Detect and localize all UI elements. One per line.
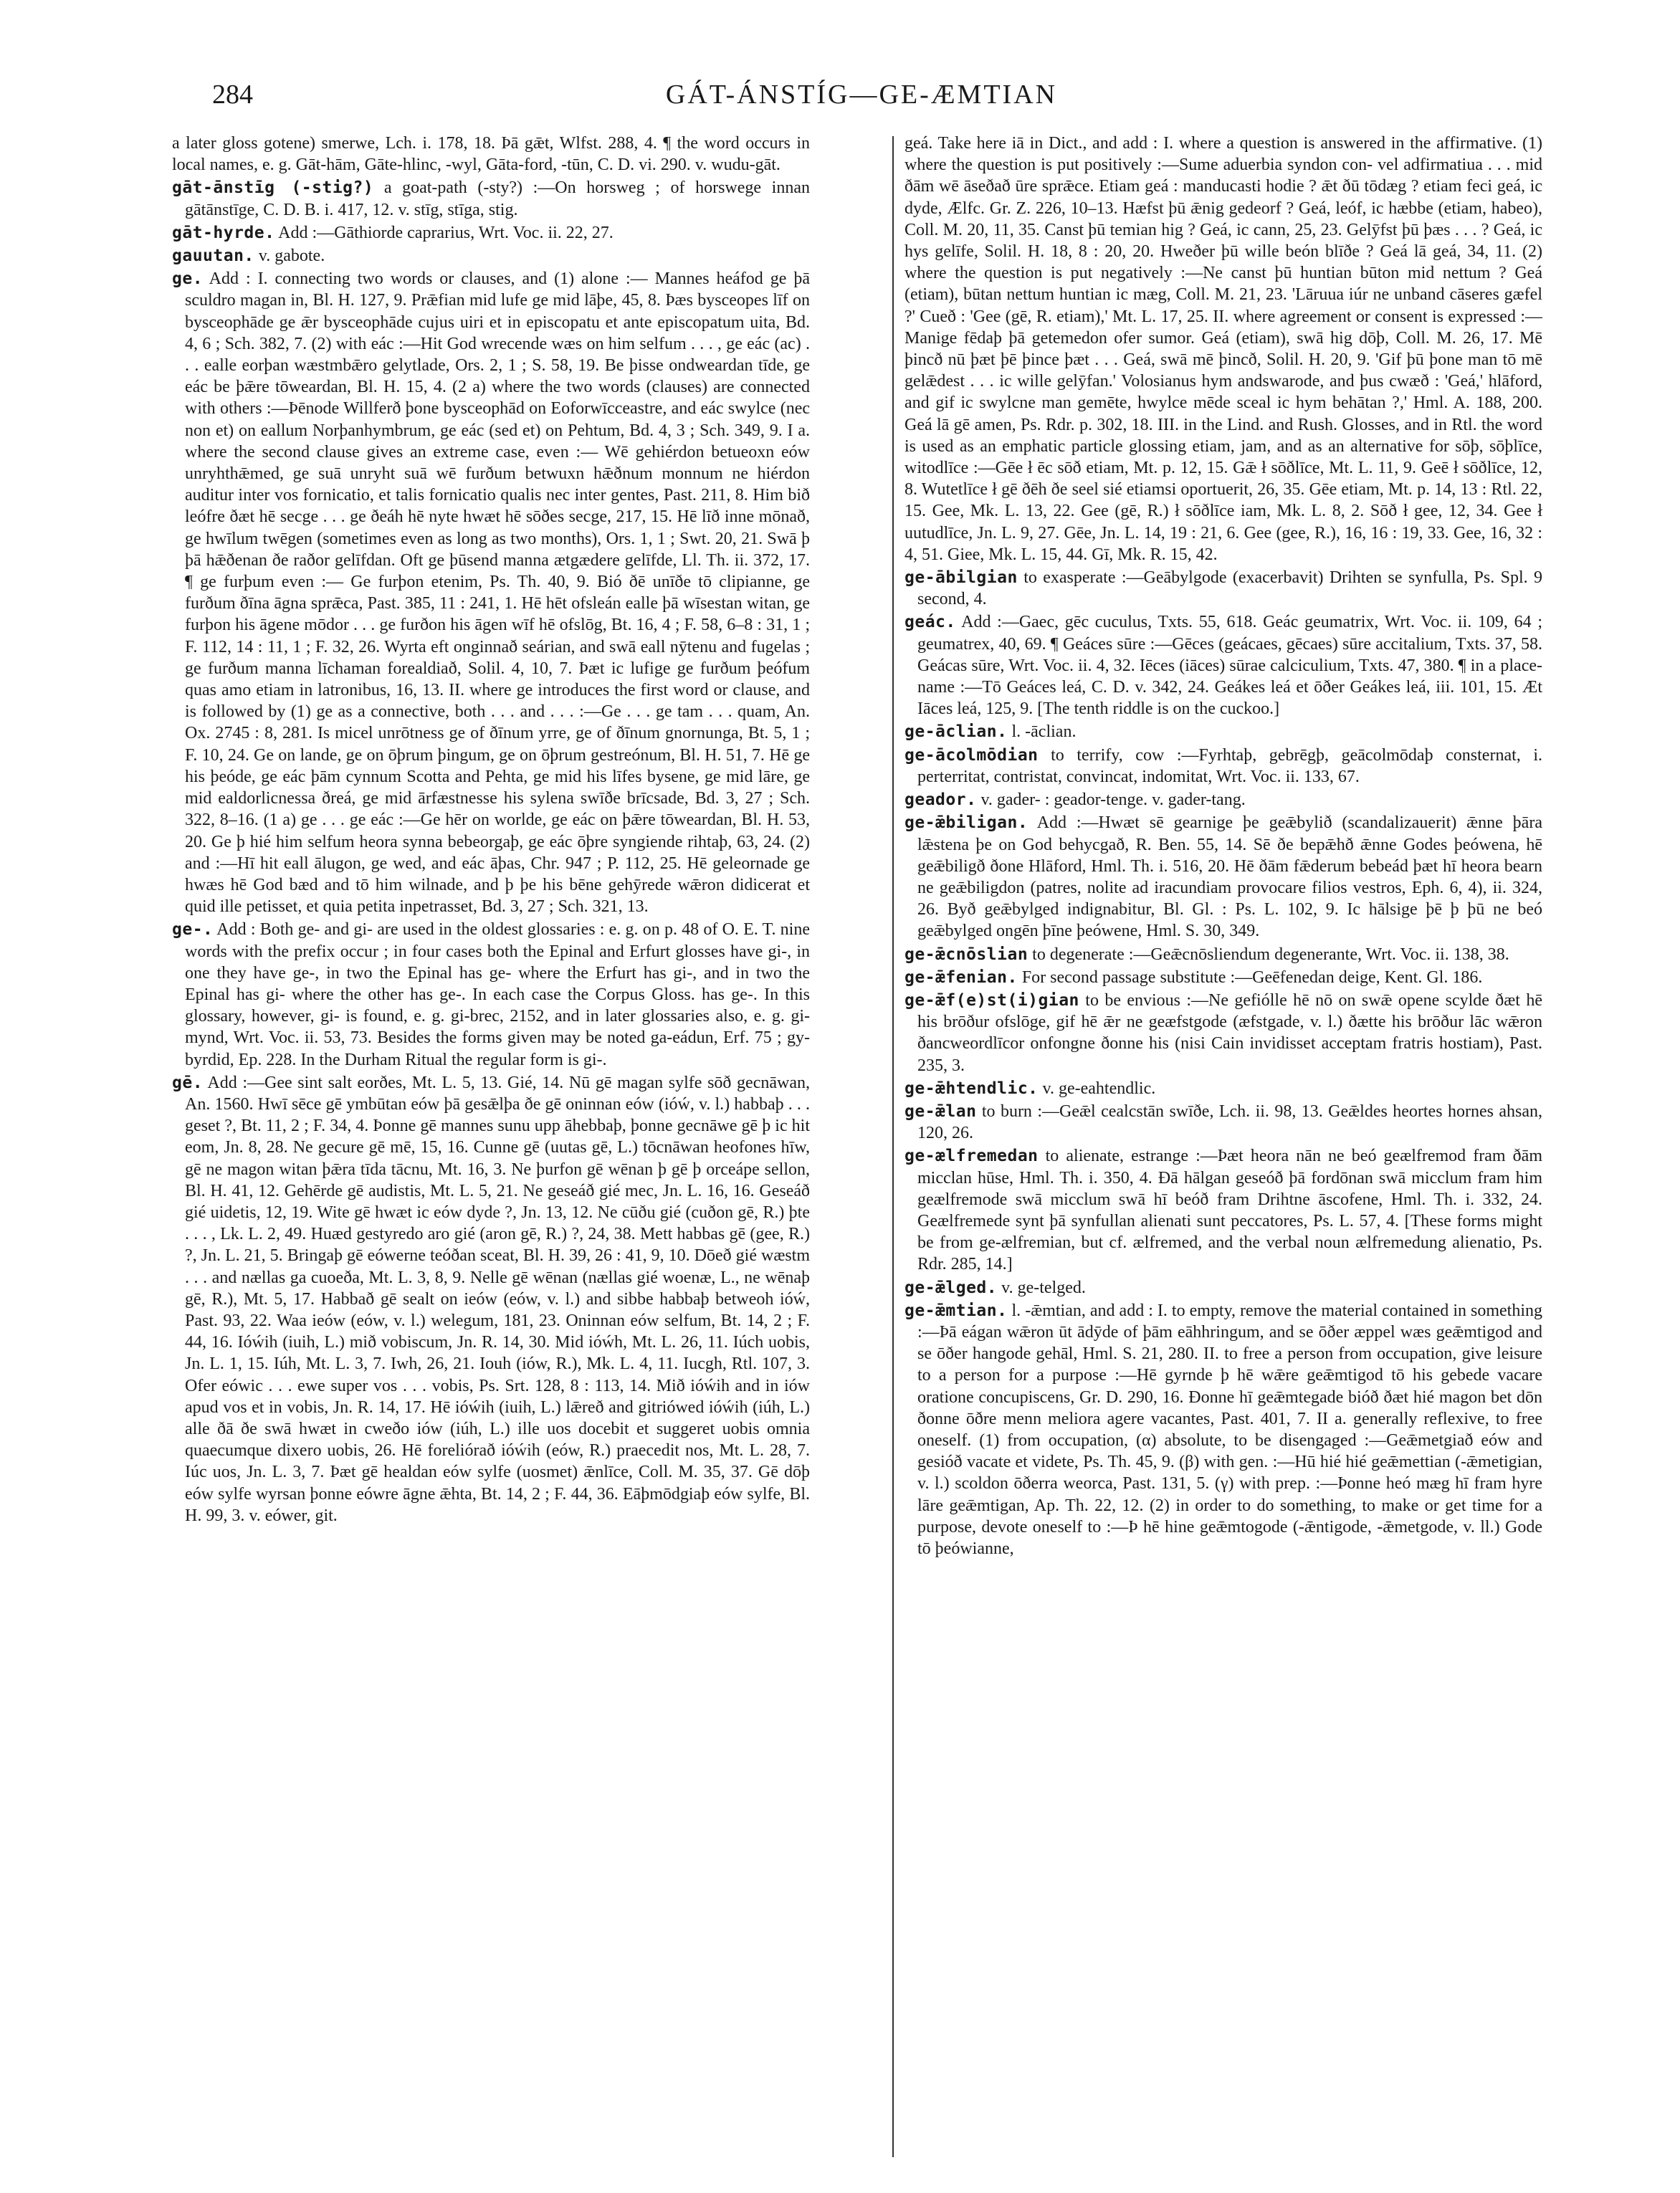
entry-text: v. ge-telged.: [1001, 1278, 1086, 1297]
dictionary-entry: [905, 1300, 1542, 1559]
entry-text: to terrify, cow :—Fyrhtaþ, gebrēgþ, geācolmōdaþ consternat, i. perterritat, contristat, convincat, indomitat, Wrt. Voc. ii. 133, 67.: [917, 745, 1542, 786]
entry-text: to be envious :—Ne gefiólle hē nō on swǣ opene scylde ðæt hē his brōður ofslōge, gif hē ǣr ne geæfstgode (æfstgade, v. l.) ðætte his brōður lāc wǣron ðancweordlīcor onfongne ðonne his (nisi Cain invidisset acceptam fratris hostiam), Past. 235, 3.: [917, 990, 1542, 1075]
page-number: 284: [212, 80, 253, 110]
right-column: [905, 133, 1542, 2168]
entry-text: l. -āclian.: [1011, 722, 1077, 742]
entry-text: For second passage substitute :—Geēfenedan deige, Kent. Gl. 186.: [1021, 968, 1483, 987]
entry-headword: ge-ǣmtian.: [905, 1301, 1008, 1320]
entry-headword: ge-ǣlged.: [905, 1278, 998, 1297]
dictionary-entry: [172, 919, 810, 1070]
entry-headword: gāt-ānstīg (-stig?): [172, 178, 374, 198]
dictionary-entry: [905, 990, 1542, 1076]
entry-headword: ge-ācolmōdian: [905, 745, 1039, 765]
entry-text: Add : I. connecting two words or clauses, and (1) alone :— Mannes heáfod ge þā sculdro magan in, Bl. H. 127, 9. Prǣfian mid lufe ge mid lāþe, 45, 8. Þæs bysceopes līf on bysceophāde ge ǣr bysceophāde cujus uiri et in episcopatu et ante episcopatum uita, Bd. 4, 6 ; Sch. 382, 7. (2) with eác :—Hit God wrecende wæs on him selfum . . . , ge eác (ac) . . . ealle eorþan wæstmbǣro gelytlade, Ors. 2, 1 ; S. 58, 19. Be þisse ondweardan tīde, ge eác be þǣre tōweardan, Bl. H. 15, 4. (2 a) where the two words (clauses) are connected with others :—Þēnode Willferð þone bysceophād on Eoforwīcceastre, and eác swylce (nec non et) on eallum Norþanhymbrum, ge eác (sed et) on Pehtum, Bd. 4, 3 ; Sch. 349, 9. I a. where the second clause gives an extreme case, even :— Wē gehiérdon betueoxn eów unryhthǣmed, ge suā unryht suā wē furðum betwuxn hǣðnum monnum ne hiérdon auditur inter vos fornicatio, et talis fornicatio qualis nec inter gentes, Past. 211, 8. Him bið leófre ðæt hē secge . . . ge ðeáh hē nyte hwæt hē sōðes secge, 217, 15. Hē līð inne mōnað, ge hwīlum twēgen (sometimes even as long as two months), Ors. 1, 1 ; Swt. 20, 21. Swā þ þā hǣðenan ðe raðor gelīfdan. Oft ge þūsend manna ætgædere gelīfde, Ll. Th. ii. 372, 17. ¶ ge furþum even :— Ge furþon etenim, Ps. Th. 40, 9. Bió ðē unīðe tō clipianne, ge furðum ðīna āgna sprǣca, Past. 385, 11 : 241, 1. Hē hēt ofsleán ealle þā wīsestan witan, ge furþon his āgene mōdor . . . ge furðon his āgen wīf hē ofslōg, Bt. 16, 4 ; F. 58, 6–8 : 31, 1 ; F. 112, 14 : 11, 1 ; F. 32, 26. Wyrta eft onginnað seárian, and swā eall nȳtenu and fugelas ; ge furðum manna līchaman forealdiað, Solil. 4, 10, 7. Þæt ic lufige ge furðum þeófum quas amo etiam in latronibus, 16, 13. II. where ge introduces the first word or clause, and is followed by (1) ge as a connective, both . . . and . . . :—Ge . . . ge tam . . . quam, An. Ox. 2745 : 8, 281. Is micel unrōtness ge of ðīnum yrre, ge of ðīnum gnornunga, Bt. 5, 1 ; F. 10, 24. Ge on lande, ge on ōþrum þingum, ge on ōþrum gestreónum, Bl. H. 51, 7. Hē ge his þeóde, ge eác þām cynnum Scotta and Pehta, ge mid his līfes bysene, ge mid lāre, ge mid ealdorlicnessa ðreá, ge mid ārfæstnesse his sylena swīðe brīcsade, Bd. 3, 27 ; Sch. 322, 8–16. (1 a) ge . . . ge eác :—Ge hēr on worlde, ge eác on þǣre tōweardan, Bl. H. 53, 20. Ge þ hié him selfum heora synna bebeorgaþ, ge eác ōþre syngiende rihtaþ, 63, 24. (2) and :—Hī hit eall ālugon, ge wed, and eác āþas, Chr. 947 ; P. 112, 25. Hē geleornade ge hwæs hē God bæd and tō him wilnade, and þ þe his bēne gehȳrede wǣron didicerat et quid ille petisset, et quia petita inpetrasset, Bd. 3, 27 ; Sch. 321, 13.: [185, 269, 810, 917]
entry-text: Add :—Gee sint salt eorðes, Mt. L. 5, 13. Gié, 14. Nū gē magan sylfe sōð gecnāwan, An. 1560. Hwī sēce gē ymbūtan eów þā gesǣlþa ðe gē oninnan eów (ióẃ, v. l.) habbaþ . . . geset ?, Bt. 11, 2 ; F. 34, 4. Þonne gē mannes sunu upp āhebbaþ, þonne gecnāwe gē þ ic hit eom, Jn. 8, 28. Ne gecure gē mē, 15, 16. Cunne gē (uutas gē, L.) tōcnāwan heofones hīw, gē ne magon witan þǣra tīda tācnu, Mt. 16, 3. Ne þurfon gē wēnan þ gē þ orceápe sellon, Bl. H. 41, 12. Gehērde gē audistis, Mt. L. 5, 21. Ne geseáð gié mec, Jn. L. 16, 16. Geseáð gié uidetis, 12, 19. Wite gē hwæt ic eów dyde ?, Jn. 13, 12. Ne cūðu gié (cuðon gē, R.) þte . . . , Lk. L. 2, 49. Huæd gestyredo aro gié (aron gē, R.) ?, 24, 38. Mett habbas gē (gee, R.) ?, Jn. L. 21, 5. Bringaþ gē eówerne teóðan sceat, Bl. H. 39, 26 : 41, 9, 10. Dōeð gié wæstm . . . and nællas ga cuoeða, Mt. L. 3, 8, 9. Nelle gē wēnan (nællas gié woenæ, L., ne wēnaþ gē, R.), Mt. 5, 17. Habbað gē sealt on ieów (eów, v. l.) and sibbe habbaþ betweoh ióẃ, Past. 93, 22. Waa ieów (eów, v. l.) welegum, 181, 23. Oninnan eów selfum, Bt. 14, 2 ; F. 44, 16. Ióẃih (iuih, L.) mið vobiscum, Jn. R. 14, 30. Mid ióẃh, Mt. L. 26, 11. Iúch uobis, Jn. L. 1, 15. Iúh, Mt. L. 3, 7. Iwh, 26, 21. Iouh (iów, R.), Mk. L. 4, 11. Iucgh, Rtl. 107, 3. Ofer eówic . . . ewe super vos . . . vobis, Ps. Srt. 128, 8 : 113, 14. Mið ióẃih and in iów apud vos et in vobis, Jn. R. 14, 17. Hē ióẃih (iuih, L.) lǣreð and gitriówed ióẃih (iúh, L.) alle ðā ðe swā hwæt in cweðo iów (iúh, L.) ille uos docebit et suggeret uobis omnia quaecumque dixero uobis, 26. Hē foreliórað ióẃih (eów, R.) praecedit nos, Mt. L. 28, 7. Iúc uos, Jn. L. 3, 7. Þæt gē healdan eów sylfe (uosmet) ǣnlīce, Coll. M. 35, 37. Gē dōþ eów sylfe wyrsan þonne eówre āgne ǣhta, Bt. 14, 2 ; F. 44, 36. Eāþmōdgiaþ eów sylfe, Bl. H. 99, 3. v. eówer, git.: [185, 1073, 810, 1525]
dictionary-entry: [905, 133, 1542, 565]
entry-text: Add :—Hwæt sē gearnige þe geǣbylið (scandalizauerit) ǣnne þāra lǣstena þe on God behycgað, R. Ben. 55, 14. Sē ðe bepǣhð ǣnne Godes þeówena, hē geǣbiligð ðone Hlāford, Hml. Th. i. 516, 20. Hē ðām fǣderum bebeád þæt hī heora bearn ne geǣbiligdon (patres, nolite ad iracundiam provocare filios vestros, Eph. 6, 4), ii. 324, 26. Byð geǣbylged indignabitur, Bl. Gl. : Ps. L. 102, 9. Ic hālsige þē þ þū ne beó geǣbylged ongēn þīne þeówene, Hml. S. 30, 349.: [917, 813, 1542, 941]
entry-text: a goat-path (-sty?) :—On horsweg ; of horswege innan gātānstīge, C. D. B. i. 417, 12. v. stīg, stīga, stig.: [185, 178, 810, 219]
entry-text: to degenerate :—Geǣcnōsliendum degenerante, Wrt. Voc. ii. 138, 38.: [1032, 945, 1509, 964]
entry-text: Add : Both ge- and gi- are used in the oldest glossaries : e. g. on p. 48 of O. E. T. nine words with the prefix occur ; in four cases both the Epinal and Erfurt glosses have gi-, in one they have ge-, in two the Epinal has ge- where the Erfurt has gi-, and in two the Epinal has gi- where the other has ge-. In each case the Corpus Gloss. has ge-. In this glossary, however, gi- is found, e. g. gi-brec, 2152, and in later glossaries also, e. g. gi-mynd, Wrt. Voc. ii. 53, 73. Besides the forms given may be noted ga-eádun, Erf. 75 ; gy-byrdid, Ep. 228. In the Durham Ritual the regular form is gi-.: [185, 920, 810, 1069]
dictionary-entry: [905, 967, 1542, 988]
entry-text: to exasperate :—Geābylgode (exacerbavit) Drihten se synfulla, Ps. Spl. 9 second, 4.: [917, 568, 1542, 609]
dictionary-entry: [905, 812, 1542, 942]
entry-headword: ge-ābilgian: [905, 568, 1018, 588]
dictionary-entry: [172, 245, 810, 267]
entry-headword: gē.: [172, 1073, 204, 1092]
left-column: [172, 133, 810, 2168]
dictionary-entry: [905, 1145, 1542, 1275]
dictionary-entry: [905, 789, 1542, 811]
dictionary-entry: [172, 222, 810, 244]
entry-text: geá. Take here iā in Dict., and add : I. where a question is answered in the affirmative. (1) where the question is put positively :—Sume aduerbia syndon con- vel adfirmatiua . . . mid ðām wē āseðað ūre sprǣce. Etiam geá : manducasti hodie ? ǣt ðū tōdæg ? etiam feci geá, ic dyde, Ælfc. Gr. Z. 226, 10–13. Hæfst þū ǣnig gedeorf ? Geá, leóf, ic hæbbe (etiam, habeo), Coll. M. 20, 11, 35. Canst þū temian hig ? Geá, ic cann, 25, 23. Gelȳfst þū þæs . . . ? Geá, ic hys gelīfe, Solil. H. 18, 8 : 20, 20. Hweðer þū wille beón blīðe ? Geá lā geá, 34, 11. (2) where the question is put negatively :—Ne canst þū huntian būton mid nettum ? Geá (etiam), būtan nettum huntian ic mæg, Coll. M. 21, 23. 'Lāruua iúr ne unband cāseres gæfel ?' Cueð : 'Gee (gē, R. etiam),' Mt. L. 17, 25. II. where agreement or consent is expressed :—Manige fēdaþ þā getemedon ofer sumor. Geá (etiam), swā hig dōþ, Coll. M. 26, 17. Mē þincð nū þæt þē þince þæt . . . Geá, swā mē þincð, Solil. H. 20, 9. 'Gif þū þone man tō mē gelǣdest . . . ic wille gelȳfan.' Volosianus hym andswarode, and þus cwæð : 'Geá,' hlāford, and gif ic swylcne man gemēte, hwylce mēde sceal ic hym behātan ?,' Hml. A. 188, 200. Geá lā gē amen, Ps. Rdr. p. 302, 18. III. in the Lind. and Rush. Glosses, and in Rtl. the word is used as an emphatic particle glossing etiam, jam, and as an alternative for sōþ, sōþlīce, witodlīce :—Gēe ł ēc sōð etiam, Mt. p. 12, 15. Gǣ ł sōðlīce, Mt. L. 11, 9. Geē ł sōðlīce, 12, 8. Wutetlīce ł gē ðēh ðe seel sié etiamsi oportuerit, 26, 35. Gēe etiam, Mt. p. 14, 13 : Rtl. 22, 15. Gee, Mk. L. 13, 22. Gee (gē, R.) ł sōðlīce iam, Mk. L. 8, 2. Sōð ł gee, 12, 34. Gee ł uutudlīce, Jn. L. 9, 27. Gēe, Jn. L. 14, 19 : 21, 6. Gee (gee, R.), 16, 16 : 19, 33. Gee, 16, 32 : 4, 51. Giee, Mk. L. 15, 44. Gī, Mk. R. 15, 42.: [905, 134, 1542, 564]
entry-text: l. -ǣmtian, and add : I. to empty, remove the material contained in something :—Þā eágan wǣron ūt ādȳde of þām eāhhringum, and se ōðer æppel wæs geǣmtigod and se ōðer hangode gehāl, Hml. S. 21, 280. II. to free a person from occupation, give leisure to a person for a purpose :—Hē gyrnde þ hē wǣre geǣmtigod tō his gebede vacare oratione concupiscens, Gr. D. 290, 16. Ðonne hī geǣmtegade bióð ðæt hié magon bet dōn ðonne ōðre menn meliora agere vacantes, Past. 401, 7. II a. generally reflexive, to free oneself. (1) from occupation, (α) absolute, to be disengaged :—Geǣmetgiað eów and gesióð vacate et videte, Ps. Th. 45, 9. (β) with gen. :—Hū hié hié geǣmettian (-ǣmetigian, v. l.) scoldon ōðerra weorca, Past. 131, 5. (γ) with prep. :—Þonne heó mæg hī fram hyre lāre geǣmtigan, Ap. Th. 22, 12. (2) in order to do something, to make or get time for a purpose, devote oneself to :—Þ hē hine geǣmtogode (-ǣntigode, -ǣmetgode, v. ll.) Gode tō þeówianne,: [917, 1301, 1542, 1558]
entry-headword: gauutan.: [172, 247, 254, 266]
dictionary-entry: [905, 721, 1542, 742]
entry-headword: ge-ǣf(e)st(i)gian: [905, 990, 1079, 1010]
entry-headword: ge-ǣhtendlic.: [905, 1079, 1039, 1098]
entry-headword: geador.: [905, 790, 977, 810]
dictionary-entry: [905, 567, 1542, 610]
dictionary-entry: [172, 268, 810, 917]
running-head: GÁT-ÁNSTÍG—GE-ÆMTIAN: [665, 80, 1058, 110]
entry-headword: ge-āclian.: [905, 722, 1008, 742]
entry-headword: gāt-hyrde.: [172, 223, 275, 242]
page-header: [212, 79, 1511, 119]
entry-text: to alienate, estrange :—Þæt heora nān ne beó geælfremod fram ðām micclan hūse, Hml. Th. i. 350, 4. Ðā hālgan geseóð þā fordōnan swā micclum fram him geælfremode swā micclum swā hī beóð fram Drihtne āscofene, Hml. Th. i. 332, 24. Geælfremede synt þā synfullan alienati sunt peccatores, Ps. L. 57, 4. [These forms might be from ge-ælfremian, but cf. ælfremed, and the verbal noun ælfremedung alienatio, Ps. Rdr. 285, 14.]: [917, 1147, 1542, 1274]
entry-headword: ge-ælfremedan: [905, 1147, 1039, 1166]
dictionary-entry: [905, 1078, 1542, 1099]
dictionary-entry: [172, 1072, 810, 1526]
entry-headword: ge-ǣbiligan.: [905, 813, 1028, 833]
dictionary-entry: [905, 944, 1542, 965]
entry-headword: ge-ǣcnōslian: [905, 945, 1028, 964]
entry-text: v. gader- : geador-tenge. v. gader-tang.: [980, 790, 1246, 810]
entry-headword: ge-ǣlan: [905, 1102, 977, 1121]
column-divider: [892, 136, 894, 2157]
dictionary-entry: [905, 1277, 1542, 1299]
entry-text: to burn :—Geǣl cealcstān swīðe, Lch. ii. 98, 13. Geǣldes heortes hornes ahsan, 120, 26.: [917, 1102, 1542, 1143]
entry-headword: ge-ǣfenian.: [905, 968, 1018, 987]
dictionary-entry: [905, 611, 1542, 720]
dictionary-entry: [172, 177, 810, 220]
entry-text: a later gloss gotene) smerwe, Lch. i. 178, 18. Þā gǣt, Wlfst. 288, 4. ¶ the word occurs in local names, e. g. Gāt-hām, Gāte-hlinc, -wyl, Gāta-ford, -tūn, C. D. vi. 290. v. wudu-gāt.: [172, 134, 810, 175]
dictionary-entry: [905, 1101, 1542, 1144]
entry-text: Add :—Gāthiorde caprarius, Wrt. Voc. ii. 22, 27.: [278, 223, 614, 242]
entry-headword: geác.: [905, 613, 956, 632]
dictionary-entry: [172, 133, 810, 176]
entry-headword: ge-.: [172, 920, 214, 940]
dictionary-entry: [905, 745, 1542, 788]
entry-headword: ge.: [172, 269, 204, 289]
entry-text: v. ge-eahtendlic.: [1042, 1079, 1156, 1098]
entry-text: v. gabote.: [258, 247, 325, 266]
entry-text: Add :—Gaec, gēc cuculus, Txts. 55, 618. Geác geumatrix, Wrt. Voc. ii. 109, 64 ; geumatrex, 40, 69. ¶ Geáces sūre :—Gēces (geácaes, gēcaes) sūre accitalium, Txts. 37, 58. Geácas sūre, Wrt. Voc. ii. 4, 32. Iēces (iāces) sūrae calciculium, Txts. 47, 380. ¶ in a place-name :—Tō Geáces leá, C. D. v. 342, 24. Geákes leá et ōðer Geákes leá, iii. 101, 15. Æt Iāces leá, 125, 9. [The tenth riddle is on the cuckoo.]: [917, 613, 1542, 719]
